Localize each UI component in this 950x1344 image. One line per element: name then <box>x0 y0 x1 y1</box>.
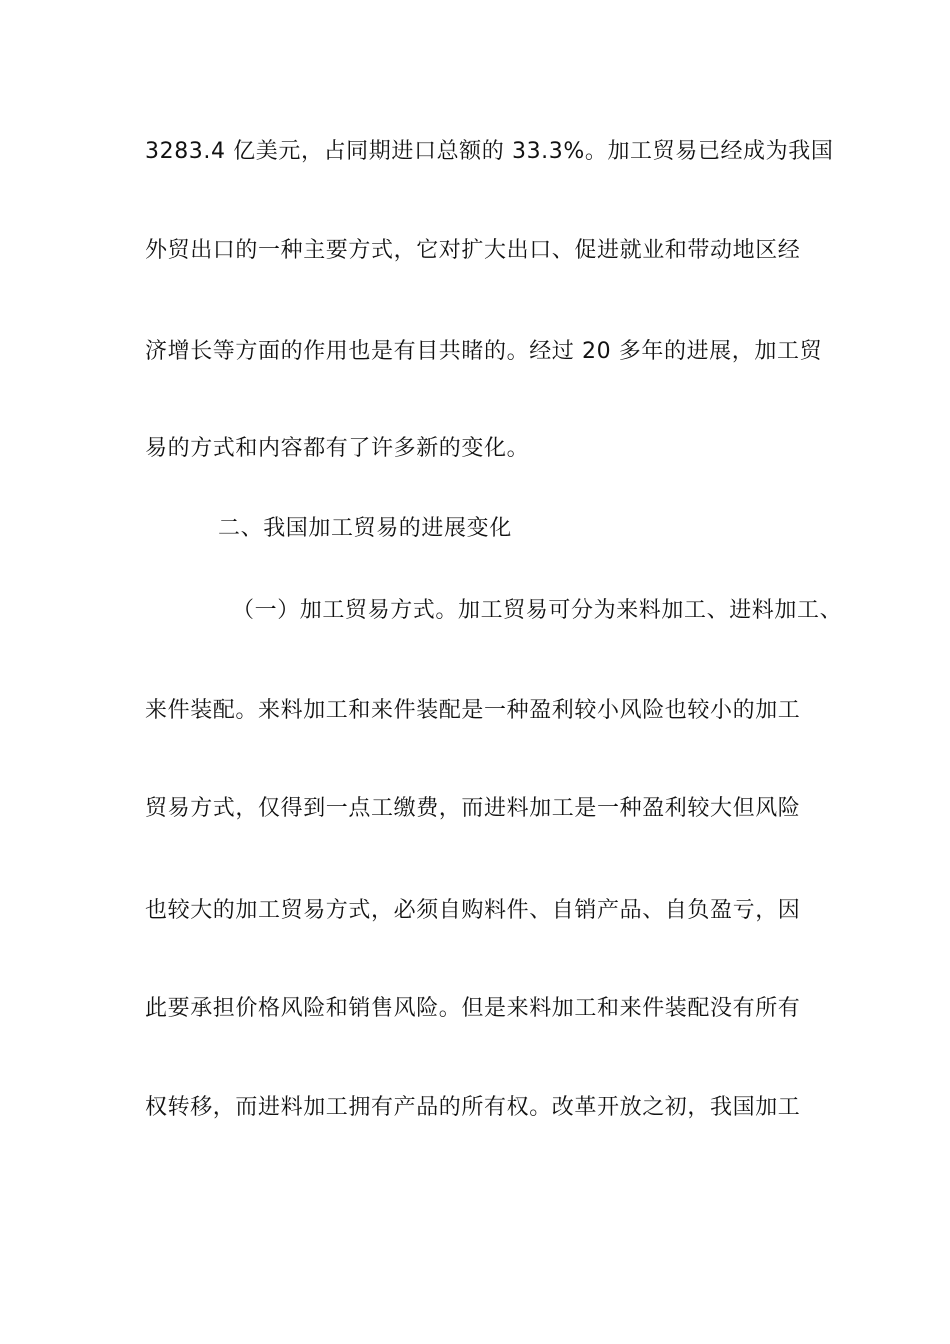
paragraph-2-line-3: 贸易方式，仅得到一点工缴费，而进料加工是一种盈利较大但风险 <box>145 796 801 821</box>
paragraph-2-line-2: 来件装配。来料加工和来件装配是一种盈利较小风险也较小的加工 <box>145 698 801 723</box>
paragraph-1-line-1: 3283.4 亿美元，占同期进口总额的 33.3%。加工贸易已经成为我国 <box>145 139 834 164</box>
paragraph-1-line-2: 外贸出口的一种主要方式，它对扩大出口、促进就业和带动地区经 <box>145 238 801 263</box>
paragraph-2-line-6: 权转移，而进料加工拥有产品的所有权。改革开放之初，我国加工 <box>145 1095 801 1120</box>
paragraph-2-line-4: 也较大的加工贸易方式，必须自购料件、自销产品、自负盈亏，因 <box>145 898 801 923</box>
section-heading: 二、我国加工贸易的进展变化 <box>218 516 512 541</box>
paragraph-1-line-4: 易的方式和内容都有了许多新的变化。 <box>145 436 530 461</box>
paragraph-2-line-1: （一）加工贸易方式。加工贸易可分为来料加工、进料加工、 <box>232 598 843 623</box>
paragraph-2-line-5: 此要承担价格风险和销售风险。但是来料加工和来件装配没有所有 <box>145 996 801 1021</box>
paragraph-1-line-3: 济增长等方面的作用也是有目共睹的。经过 20 多年的进展，加工贸 <box>145 339 823 364</box>
